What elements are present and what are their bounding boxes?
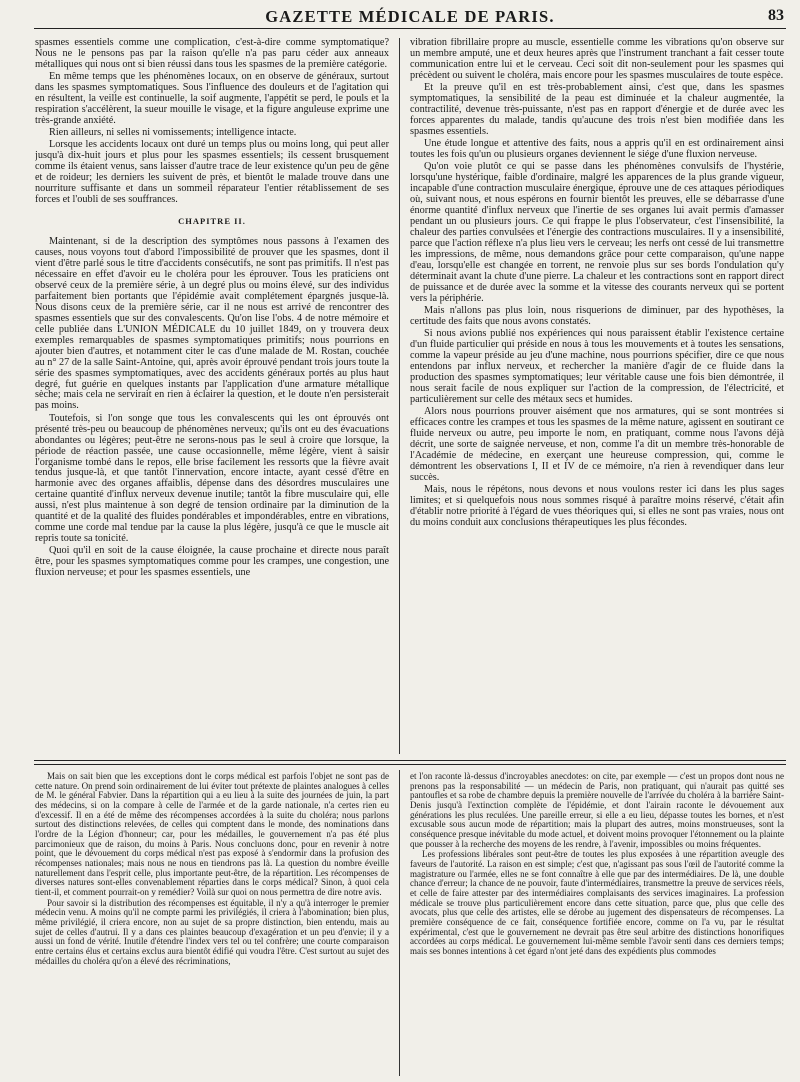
column-divider-bottom bbox=[399, 770, 400, 1076]
feuilleton-paragraph: Mais on sait bien que les exceptions dont le corps médical est parfois l'objet ne sont pas de cette nature. On prend soin ordinairement de lui éviter tout prétexte de plaintes analogues à celles de M. le général Fabvier. Dans la répartition qui a eu lieu à la suite des journées de juin, la part des médecins, si on la compare à celle de l'armée et de la garde nationale, n'a certes rien eu d'excessif. Il en a été de même des récompenses accordées à la suite du choléra; nous parlons surtout des distinctions relevées, de celles qui comptent dans le monde, des nominations dans l'ordre de la Légion d'honneur; car, pour les médailles, le gouvernement n'a pas été plus parcimonieux que de raison, du moins à Paris. Nous concluons donc, pour en revenir à notre point, que le dévouement du corps médical n'est pas exposé à s'endormir dans la profusion des récompenses nationales; mais nous ne nous en tiendrons pas là. La question du nombre éveille naturellement dans l'esprit celle, plus importante peut-être, de la répartition. Les récompenses de diverses natures sont-elles convenablement réparties dans le corps médical? Sinon, à quoi cela tient-il, et comment pourrait-on y remédier? Voilà sur quoi on nous permettra de dire notre avis. bbox=[35, 772, 389, 897]
journal-title: GAZETTE MÉDICALE DE PARIS. bbox=[265, 7, 555, 26]
page-number: 83 bbox=[768, 7, 784, 24]
page-header bbox=[34, 6, 786, 29]
feuilleton-paragraph: Pour savoir si la distribution des récompenses est équitable, il n'y a qu'à interroger le premier médecin venu. A moins qu'il ne compte parmi les privilégiés, il criera à l'abomination; bien plus, même privilégié, il criera encore, non au sujet de sa propre distinction, bien entendu, mais au sujet de celles d'autrui. Il y a dans ces plaintes beaucoup d'exagération et un peu d'envie; il y a aussi un fond de vérité. Inutile d'étendre l'index vers tel ou tel confrère; une courte comparaison entre certains élus et certains exclus aura bientôt édifié qui voudra l'être. C'est surtout au sujet des médailles du choléra qu'on a élevé des récriminations, bbox=[35, 897, 389, 966]
chapter-heading: CHAPITRE II. bbox=[178, 216, 246, 227]
feuilleton-paragraph: et l'on raconte là-dessus d'incroyables anecdotes: on cite, par exemple — c'est un propos dont nous ne prenons pas la responsabilité — un médecin de Paris, non pratiquant, qui n'aurait pas quitté ses pantoufles et sa robe de chambre depuis la première nouvelle de l'arrivée du choléra à la barrière Saint-Denis jusqu'à l'extinction complète de l'épidémie, et dont l'airain raconte le dévouement aux générations les plus reculées. Une pareille erreur, si elle a eu lieu, dépasse toutes les bornes, et n'est excusable sous aucun mode de répartition; mais la plupart des autres, moins monstrueuses, sont la conséquence presque inévitable du mode actuel, et doivent moins provoquer l'étonnement ou la plainte que pousser à la recherche des moyens de les rendre, à l'avenir, impossibles ou moins fréquentes. bbox=[410, 772, 784, 849]
feuilleton-column-right bbox=[410, 772, 784, 1078]
article-paragraph: Maintenant, si de la description des symptômes nous passons à l'examen des causes, nous voyons tout d'abord l'impossibilité de prouver que les spasmes, dont il vient d'être parlé sous le titre d'accidents consécutifs, ne sont pas primitifs. Il n'est pas nécessaire en effet d'avoir eu le choléra pour les éprouver. Tous les praticiens ont observé ceux de la première série, à un degré plus ou moins élevé, sur des individus parfaitement bien portants que l'épidémie avait complétement épargnés jusque-là. Nous disons ceux de la première série, car il ne nous est arrivé de rencontrer des spasmes essentiels que sur des convalescents. Qu'on lise l'obs. 4 de notre mémoire et celle publiée dans L'UNION MÉDICALE du 10 juillet 1849, on y trouvera deux exemples remarquables de spasmes symptomatiques primitifs; nous pourrions en ajouter bien d'autres, et notamment citer le cas d'une malade de M. Rostan, couchée au n° 27 de la salle Saint-Antoine, qui, après avoir éprouvé pendant trois jours toute la série des spasmes symptomatiques, avec des accidents généraux portés au plus haut degré, fut guérie en quelques instants par l'application d'une armature métallique sèche; mais cela ne servirait en rien à éclairer la question, et le doute n'en persisterait pas moins. bbox=[35, 236, 389, 412]
article-paragraph: Alors nous pourrions prouver aisément que nos armatures, qui se sont montrées si efficaces contre les crampes et tous les spasmes de la même nature, agissent en soutirant ce fluide nerveux ou autre, peu importe le nom, en pratiquant, comme nous l'avons déjà décrit, une sorte de saignée nerveuse, et non, comme l'a dit un membre très-honorable de l'Académie de médecine, en exerçant une heureuse compression, qui, comme le démontrent les observations I, II et IV de ce mémoire, n'a rien à revendiquer dans leur succès. bbox=[410, 406, 784, 483]
article-paragraph: Une étude longue et attentive des faits, nous a appris qu'il en est ordinairement ainsi toutes les fois qu'un ou plusieurs organes deviennent le siége d'une fluxion nerveuse. bbox=[410, 138, 784, 161]
feuilleton-column-left bbox=[35, 772, 389, 1078]
article-paragraph: Quoi qu'il en soit de la cause éloignée, la cause prochaine et directe nous paraît être, pour les spasmes symptomatiques comme pour les crampes, une congestion, une fluxion nerveuse; et pour les spasmes essentiels, une bbox=[35, 545, 389, 579]
article-paragraph: Mais, nous le répétons, nous devons et nous voulons rester ici dans les plus sages limites; et si quelquefois nous nous sommes risqué à paraître moins réservé, c'était afin d'établir notre priorité à l'égard de vues théoriques qui, si elles ne sont pas vraies, nous ont du moins conduit aux conclusions thérapeutiques les plus fécondes. bbox=[410, 484, 784, 529]
article-column-left bbox=[35, 38, 389, 754]
article-paragraph: Qu'on voie plutôt ce qui se passe dans les phénomènes convulsifs de l'hystérie, lorsqu'une hystérique, faible d'ordinaire, malgré les apparences de la plus grande vigueur, incapable d'une contraction musculaire énergique, éprouve une de ces attaques périodiques où, suivant nous, et nous espérons en fournir bientôt les preuves, elle se débarrasse d'une énorme quantité d'influx nerveux que l'inertie de ses organes lui avait permis d'amasser pendant un ou plusieurs jours. Ce qui frappe le plus l'observateur, c'est l'insensibilité, la chaleur des parties convulsées et l'énergie des contractions musculaires. Il y a insensibilité, parce que l'action réflexe n'a plus lieu vers le cerveau; les nerfs ont cessé de lui transmettre les impressions, de même, nous demandons grâce pour cette comparaison, qu'une nappe d'eau, lorsqu'elle est changée en torrent, ne renvoie plus sur ses bords l'ondulation qu'y déterminait avant la chute d'une pierre. La chaleur et les contractions sont en rapport direct de puissance et de durée avec la somme et la vitesse des courants nerveux qui se portent vers la périphérie. bbox=[410, 161, 784, 304]
article-paragraph: spasmes essentiels comme une complication, c'est-à-dire comme symptomatique? Nous ne le pensons pas par la raison qu'elle n'a pas paru céder aux anneaux métalliques qui nous ont si bien réussi dans tous les spasmes de la première catégorie. bbox=[35, 38, 389, 70]
article-paragraph: Rien ailleurs, ni selles ni vomissements; intelligence intacte. bbox=[49, 127, 297, 139]
article-paragraph: Et la preuve qu'il en est très-probablement ainsi, c'est que, dans les spasmes symptomatiques, la sensibilité de la peau est diminuée et la chaleur augmentée, la contractilité, devenue très-puissante, n'est pas en rapport d'énergie et de durée avec les forces apparentes du malade, tandis qu'aucune des trois n'est bien modifiée dans les spasmes essentiels. bbox=[410, 82, 784, 137]
column-divider bbox=[399, 38, 400, 754]
article-column-right bbox=[410, 38, 784, 754]
feuilleton-paragraph: Les professions libérales sont peut-être de toutes les plus exposées à une répartition aveugle des faveurs de l'autorité. La raison en est simple; c'est que, n'agissant pas sous l'œil de l'autorité comme la magistrature ou l'armée, elles ne se font connaître à elle que par des intermédiaires. De là, une double chance d'erreur; la chance de ne pouvoir, faute d'intermédiaires, transmettre la preuve de services réels, et celle de faire attester par des intermédiaires complaisants des services imaginaires. La profession médicale se trouve plus particulièrement encore dans cette situation, parce que, plus que celle des avocats, plus que celle des artistes, elle se dérobe au jugement des dispensateurs de récompenses. La première conséquence de ce fait, conséquence fortifiée encore, comme on l'a vu, par le résultat expérimental, c'est que le gouvernement ne devrait pas être seul arbitre des distinctions honorifiques accordées au corps médical. Le gouvernement lui-même semble l'avoir senti dans ces derniers temps; mais ses bonnes intentions à cet égard n'ont jeté dans des expédients plus commodes bbox=[410, 849, 784, 956]
article-paragraph: Si nous avions publié nos expériences qui nous paraissent établir l'existence certaine d'un fluide particulier qui préside en nous à tous les mouvements et à toutes les sensations, comme la vapeur préside au jeu d'une machine, nous pourrions spécifier, dire ce que nous entendons par influx nerveux, et rechercher la manière d'agir de ce fluide dans la production des spasmes symptomatiques; leur véritable cause une fois bien démontrée, il nous serait facile de nous expliquer sur l'action de la compression, de l'électricité, et particulièrement sur celle des métaux secs et humides. bbox=[410, 328, 784, 405]
article-paragraph: Toutefois, si l'on songe que tous les convalescents qui les ont éprouvés ont présenté très-peu ou beaucoup de phénomènes nerveux; qu'ils ont eu des évacuations abondantes ou légères; peut-être ne serons-nous pas le seul à croire que lorsque, la période de réaction passée, une cause occasionnelle, même légère, vient à saisir l'organisme tombé dans le repos, elle brise facilement les ressorts que la fièvre avait tendus jusque-là, et que tantôt l'innervation, encore intacte, ayant cessé d'être en harmonie avec des organes affaiblis, dépense dans des désordres musculaires une certaine quantité d'influx nerveux devenue inutile; tantôt la fibre musculaire qui, elle aussi, n'est plus maintenue à son degré de tension ordinaire par la diminution de la quantité et de la qualité des fluides pondérables et impondérables, entre en vibrations, comme une corde mal tendue par la cause la plus légère, jusqu'à ce que le muscle ait repris toute sa tonicité. bbox=[35, 412, 389, 545]
section-divider-thin bbox=[34, 764, 786, 765]
article-paragraph: vibration fibrillaire propre au muscle, essentielle comme les vibrations qu'on observe sur un membre amputé, une et deux heures après que l'instrument tranchant a fait cesser toute communication entre lui et le cerveau. Ceci soit dit non-seulement pour les spasmes qui précèdent ou suivent le choléra, mais encore pour les spasmes musculaires de toute espèce. bbox=[410, 38, 784, 81]
article-paragraph: Mais n'allons pas plus loin, nous risquerions de diminuer, par des hypothèses, la certitude des faits que nous avons constatés. bbox=[410, 305, 784, 328]
article-paragraph: En même temps que les phénomènes locaux, on en observe de généraux, surtout dans les spasmes symptomatiques. Sous l'influence des douleurs et de l'agitation qui en résultent, la veille est continuelle, la soif augmente, l'appétit se perd, le pouls et la respiration s'accélèrent, la sueur mouille le visage, et la figure anguleuse exprime une très-grande anxiété. bbox=[35, 71, 389, 126]
section-divider bbox=[34, 760, 786, 761]
article-paragraph: Lorsque les accidents locaux ont duré un temps plus ou moins long, qui peut aller jusqu'à dix-huit jours et plus pour les spasmes essentiels; ils cessent brusquement comme ils étaient venus, sans laisser d'autre trace de leur existence qu'un peu de gêne et de roideur; les derniers les suivent de près, et bientôt le malade trouve dans une nourriture suffisante et dans un sommeil réparateur l'entier rétablissement de ses forces et l'oubli de ses souffrances. bbox=[35, 139, 389, 206]
